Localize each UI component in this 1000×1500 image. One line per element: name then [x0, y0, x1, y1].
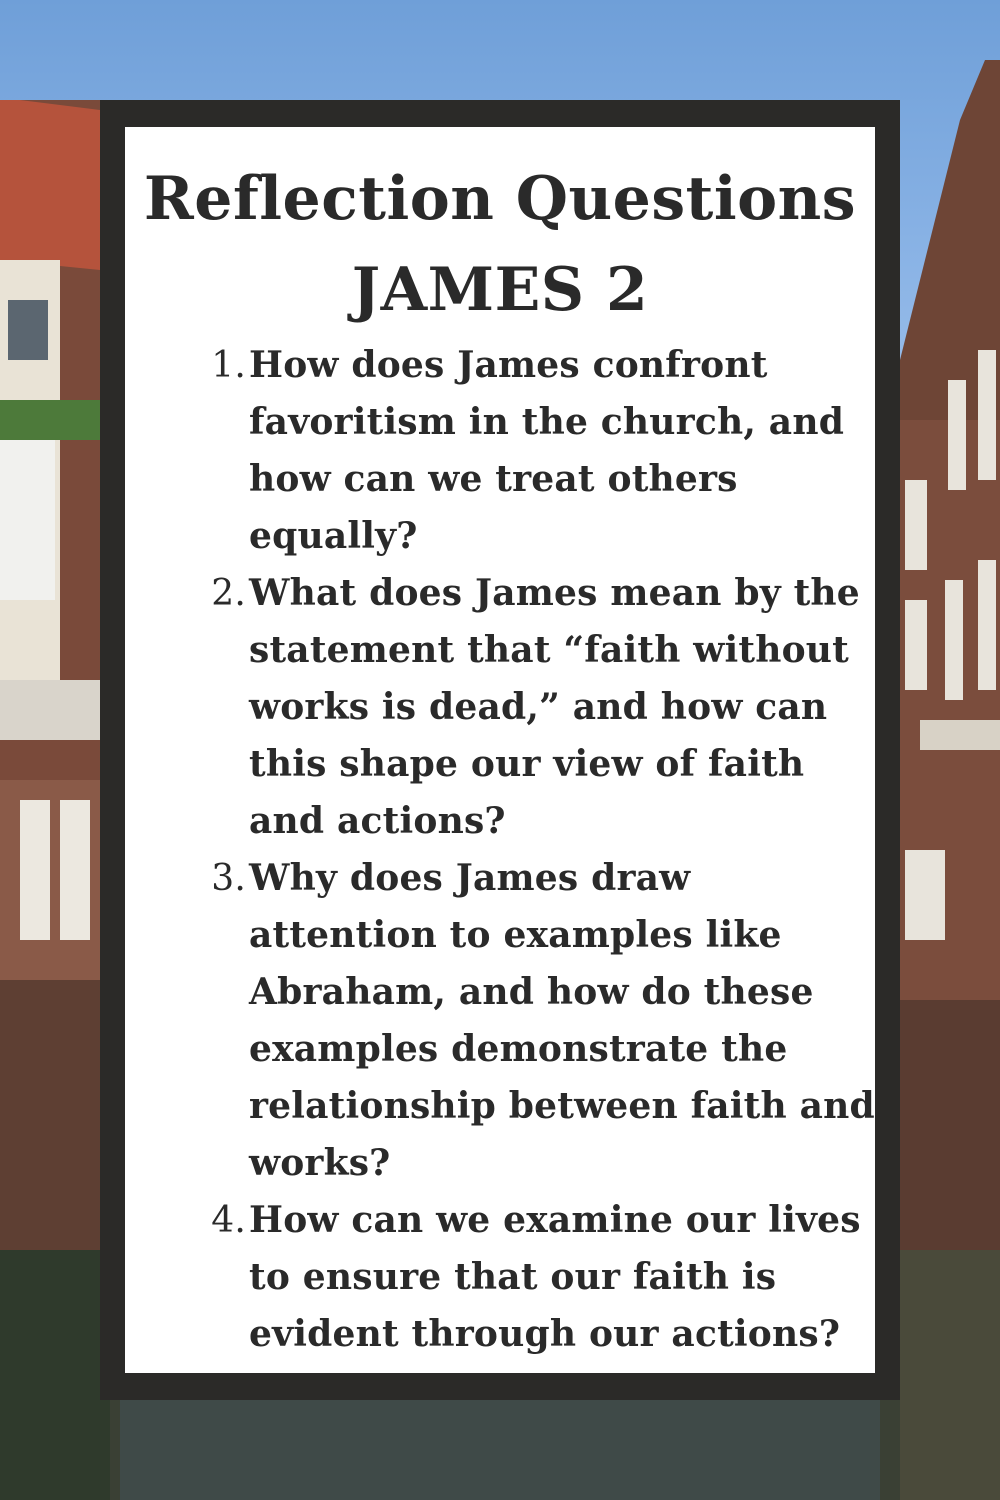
question-number: 4. [211, 1200, 246, 1241]
questions-list [190, 337, 880, 1363]
question-item [190, 337, 880, 565]
card-frame [100, 100, 900, 1400]
question-text: How can we examine our lives to ensure that our faith is evident through our actions? [249, 1199, 861, 1355]
question-item [190, 1192, 880, 1363]
question-number: 2. [211, 573, 246, 614]
page-title: Reflection Questions [143, 164, 857, 234]
question-text: How does James confront favoritism in the church, and how can we treat others equally? [249, 344, 845, 557]
question-text: Why does James draw attention to examples like Abraham, and how do these examples demonstrate the relationship between faith and works? [249, 857, 875, 1184]
reflection-card [125, 127, 875, 1373]
question-number: 1. [211, 345, 246, 386]
question-text: What does James mean by the statement that “faith without works is dead,” and how can this shape our view of faith and actions? [249, 572, 860, 842]
question-item [190, 565, 880, 850]
question-item [190, 850, 880, 1192]
question-number: 3. [211, 858, 246, 899]
page-subtitle: JAMES 2 [351, 255, 649, 325]
